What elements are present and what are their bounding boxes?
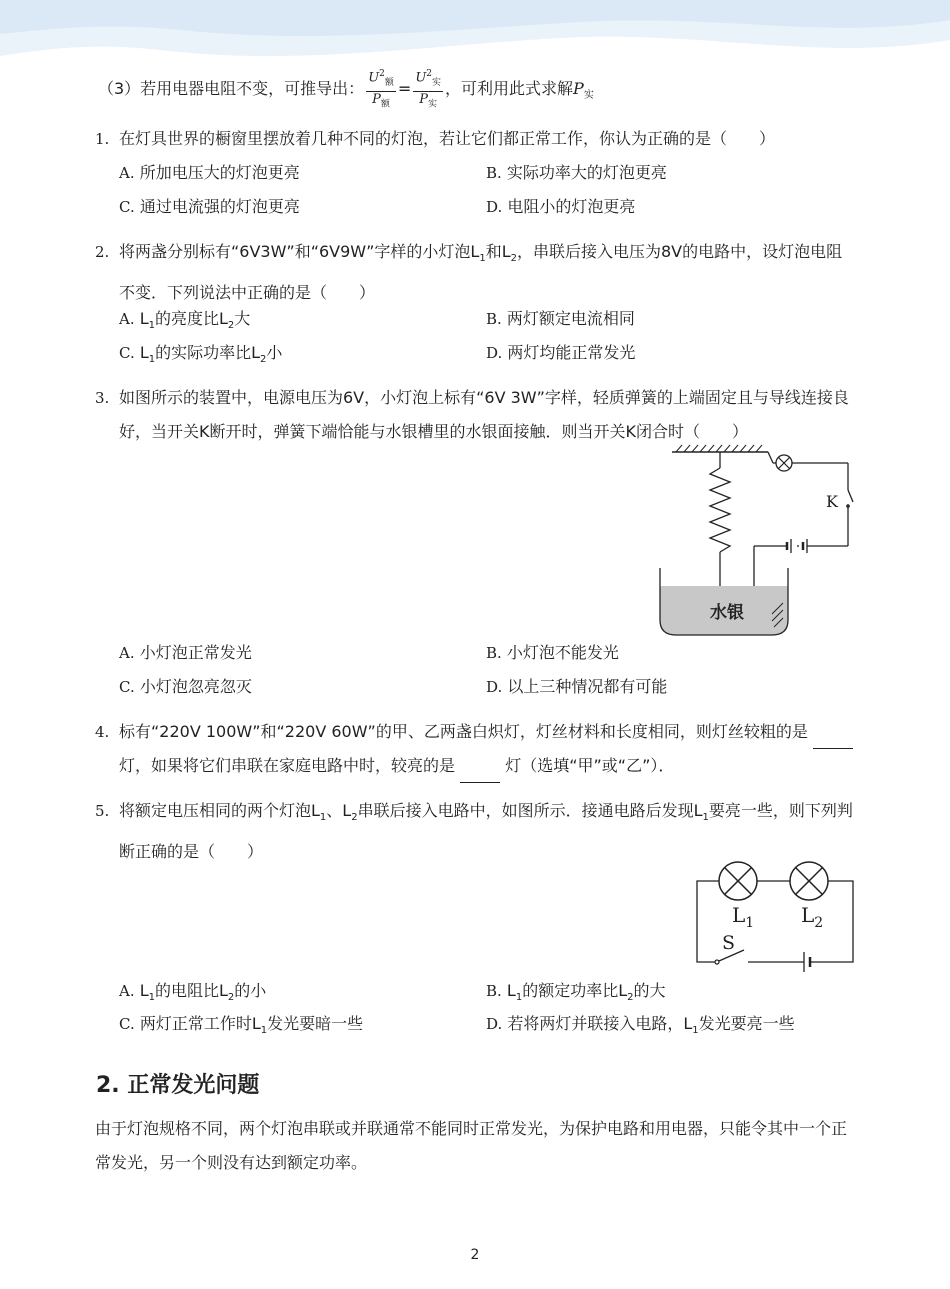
option-c[interactable]: C. 通过电流强的灯泡更亮 [119, 197, 300, 216]
question-text: 标有“220V 100W”和“220V 60W”的甲、乙两盏白炽灯，灯丝材料和长度相同，则灯丝较粗的是 灯，如果将它们串联在家庭电路中时，较亮的是 灯（选填“甲”或“乙”）． [119, 715, 855, 783]
header-wave-decoration [0, 0, 950, 70]
switch-k-icon [848, 490, 853, 502]
question-2 [95, 235, 855, 310]
option-a[interactable]: A. $L_1$的电阻比$L_2$的小 [119, 981, 267, 1004]
option-a[interactable]: A. 所加电压大的灯泡更亮 [119, 163, 300, 182]
equals-sign: = [397, 79, 412, 98]
formula-line [98, 64, 594, 121]
lamp-icon [776, 455, 792, 471]
lamp-l1-icon [719, 862, 757, 900]
question-text: 将两盏分别标有“6V3W”和“6V9W”字样的小灯泡$L_1$和$L_2$，串联后接入电压为8V的电路中，设灯泡电阻不变．下列说法中正确的是（ ） [119, 242, 843, 303]
answer-blank-2[interactable] [460, 764, 500, 783]
question-1 [95, 122, 855, 156]
option-b[interactable]: B. $L_1$的额定功率比$L_2$的大 [486, 981, 666, 1004]
question-text: 如图所示的装置中，电源电压为6V，小灯泡上标有“6V 3W”字样，轻质弹簧的上端固定且与导线连接良好，当开关K断开时，弹簧下端恰能与水银槽里的水银面接触．则当开关K闭合时（ ） [119, 388, 849, 441]
option-a[interactable]: A. $L_1$的亮度比$L_2$大 [119, 309, 251, 332]
option-d[interactable]: D. 若将两灯并联接入电路，$L_1$发光要亮一些 [486, 1014, 795, 1037]
option-b[interactable]: B. 两灯额定电流相同 [486, 309, 635, 328]
mercury-label: 水银 [710, 603, 744, 623]
lamp-l2-icon [790, 862, 828, 900]
switch-s-label: S [722, 932, 736, 954]
page-number: 2 [470, 1247, 480, 1263]
option-c[interactable]: C. 两灯正常工作时$L_1$发光要暗一些 [119, 1014, 364, 1037]
series-lamps-circuit-figure [690, 856, 860, 972]
option-d[interactable]: D. 以上三种情况都有可能 [486, 677, 668, 696]
spring-mercury-circuit-figure [650, 444, 865, 640]
fraction-actual: $\frac{U^2_实}{P_实}$ [413, 66, 443, 113]
question-number: 5. [95, 802, 110, 820]
section-heading: 2. 正常发光问题 [96, 1073, 260, 1098]
option-a[interactable]: A. 小灯泡正常发光 [119, 643, 252, 662]
question-number: 1. [95, 130, 110, 148]
option-b[interactable]: B. 实际功率大的灯泡更亮 [486, 163, 667, 182]
question-number: 4. [95, 723, 110, 741]
option-d[interactable]: D. 电阻小的灯泡更亮 [486, 197, 636, 216]
formula-suffix: ，可利用此式求解 [445, 79, 574, 98]
question-text: 在灯具世界的橱窗里摆放着几种不同的灯泡，若让它们都正常工作，你认为正确的是（ ） [119, 129, 776, 148]
lamp-l2-label: $L_2$ [801, 903, 824, 931]
lamp-l1-label: $L_1$ [732, 903, 755, 931]
battery-icon [787, 539, 807, 553]
question-number: 3. [95, 389, 110, 407]
option-c[interactable]: C. $L_1$的实际功率比$L_2$小 [119, 343, 283, 366]
formula-prefix: （3）若用电器电阻不变，可推导出： [98, 79, 365, 98]
question-4 [95, 715, 855, 783]
answer-blank-1[interactable] [813, 730, 853, 749]
option-d[interactable]: D. 两灯均能正常发光 [486, 343, 636, 362]
question-text: 将额定电压相同的两个灯泡$L_1$、$L_2$串联后接入电路中，如图所示．接通电路后发现$L_1$要亮一些，则下列判断正确的是（ ） [119, 801, 853, 862]
ceiling-hatch [676, 445, 762, 452]
question-number: 2. [95, 243, 110, 261]
question-3 [95, 381, 855, 449]
option-b[interactable]: B. 小灯泡不能发光 [486, 643, 619, 662]
formula-target: $P_实$ [573, 79, 594, 102]
fraction-rated: $\frac{U^2_额}{P_额}$ [366, 66, 396, 113]
spring [710, 468, 730, 552]
switch-k-label: K [826, 492, 838, 511]
section-paragraph: 由于灯泡规格不同，两个灯泡串联或并联通常不能同时正常发光，为保护电路和用电器，只能令其中一个正常发光，另一个则没有达到额定功率。 [95, 1119, 848, 1172]
option-c[interactable]: C. 小灯泡忽亮忽灭 [119, 677, 252, 696]
